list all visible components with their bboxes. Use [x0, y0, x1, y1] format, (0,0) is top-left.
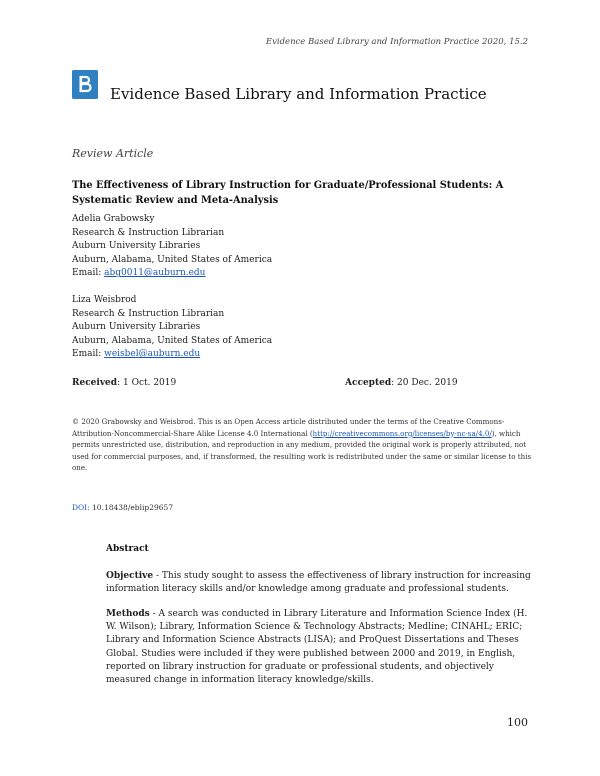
doi-value[interactable]: 10.18438/eblip29657: [89, 503, 174, 512]
doi: [72, 503, 173, 512]
methods-label: Methods: [106, 609, 150, 619]
author-position: Research & Instruction Librarian: [72, 227, 225, 238]
page-number: 100: [507, 716, 528, 729]
author-block: [72, 213, 372, 281]
abstract-heading: Abstract: [106, 544, 149, 554]
license-text-after: ), which permits unrestricted use, distribution, and reproduction in any medium, provided the original work is properly attributed, not used for commercial purposes, and, if transformed, the resulting work is redistributed under the same or similar license to this one.: [72, 428, 532, 472]
author-location: Auburn, Alabama, United States of America: [72, 254, 273, 265]
journal-logo: [72, 70, 98, 99]
received-value: : 1 Oct. 2019: [117, 378, 177, 388]
accepted-value: : 20 Dec. 2019: [391, 378, 458, 388]
author-institution: Auburn University Libraries: [72, 241, 201, 252]
article-title: The Effectiveness of Library Instruction for Graduate/Professional Students: A Systematic Review and Meta-Analysis: [72, 180, 504, 206]
license-notice: [72, 416, 534, 474]
author-name: Liza Weisbrod: [72, 295, 137, 305]
abstract-methods: [106, 608, 532, 687]
journal-title: Evidence Based Library and Information Practice: [110, 85, 487, 103]
accepted-label: Accepted: [345, 378, 392, 388]
objective-label: Objective: [106, 571, 154, 581]
email-label: Email:: [72, 349, 105, 360]
author-block: [72, 294, 372, 362]
email-label: Email:: [72, 268, 105, 279]
article-type: Review Article: [72, 147, 154, 160]
abstract-objective: [106, 570, 532, 596]
author-email-link[interactable]: abg0011@auburn.edu: [104, 268, 206, 279]
received-date: [72, 378, 176, 388]
accepted-date: [345, 378, 458, 388]
methods-text: - A search was conducted in Library Literature and Information Science Index (H. W. Wilson); Library, Information Science & Technology Abstracts; Medline; CINAHL; ERIC; Library and Information Science Abstracts (LISA); and ProQuest Dissertations and Theses Global. Studies were included if they were published between 2000 and 2019, in English, reported on library instruction for graduate or professional students, and objectively measured change in information literacy knowledge/skills.: [106, 609, 528, 686]
author-email-line: [72, 348, 372, 362]
objective-text: - This study sought to assess the effectiveness of library instruction for increasing information literacy skills and/or knowledge among graduate and professional students.: [106, 571, 531, 595]
author-institution: Auburn University Libraries: [72, 322, 201, 333]
license-text-before: 2020 Grabowsky and Weisbrod. This is an Open Access article distributed under the terms of the Creative Commons‐Attribution‐Noncommercial‐Share Alike License 4.0 International (: [72, 417, 505, 438]
license-link[interactable]: http://creativecommons.org/licenses/by-nc-sa/4.0/: [312, 428, 492, 438]
author-email-link[interactable]: weisbel@auburn.edu: [104, 349, 201, 360]
author-location: Auburn, Alabama, United States of America: [72, 335, 273, 346]
author-position: Research & Instruction Librarian: [72, 308, 225, 319]
author-name: Adelia Grabowsky: [72, 214, 155, 224]
received-label: Received: [72, 378, 118, 388]
copyright-icon: ©: [72, 417, 80, 426]
journal-logo-icon: [72, 70, 98, 99]
author-email-line: [72, 267, 372, 281]
doi-label: DOI:: [72, 503, 90, 512]
running-header: Evidence Based Library and Information Practice 2020, 15.2: [265, 37, 528, 47]
